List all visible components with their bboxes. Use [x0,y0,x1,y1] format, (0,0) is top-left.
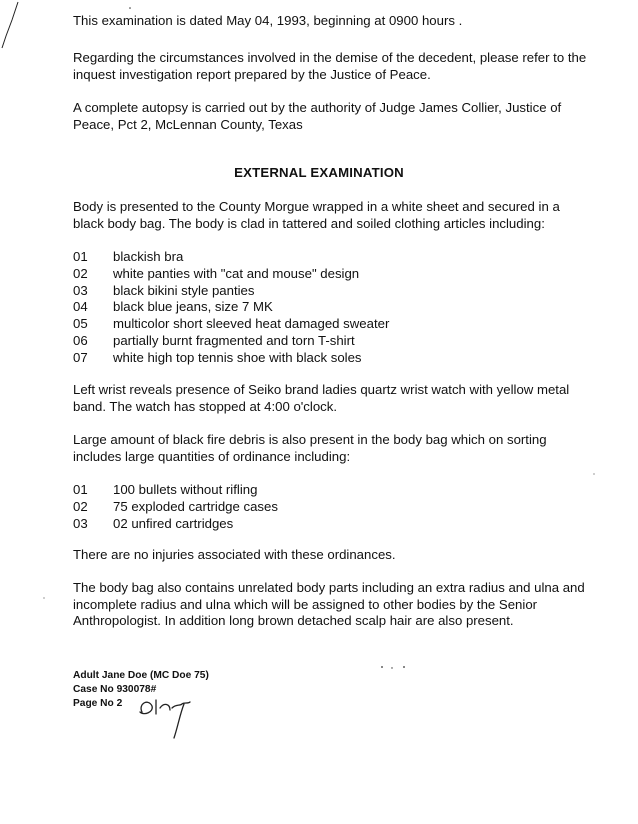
list-item-number: 01 [73,482,88,497]
no-injuries-paragraph: There are no injuries associated with these ordinances. [73,547,396,562]
list-item [73,249,389,266]
list-item-text: white high top tennis shoe with black soles [113,349,362,365]
list-item [73,299,389,316]
footer-case-name: Adult Jane Doe (MC Doe 75) [73,670,209,681]
list-item [73,482,278,499]
list-item [73,499,278,516]
footer-page-number: Page No 2 [73,698,123,709]
exam-date-paragraph: This examination is dated May 04, 1993, beginning at 0900 hours . [73,13,463,28]
list-item-number: 04 [73,299,88,315]
list-item-text: 02 unfired cartridges [113,515,234,531]
list-item [73,283,389,300]
list-item-number: 02 [73,498,88,514]
unrelated-parts-paragraph: The body bag also contains unrelated body parts including an extra radius and ulna and incomplete radius and ulna which will be assigned to other bodies by the Senior Anthropologist. In addition long brown detached scalp hair are also present. [73,580,585,628]
list-item [73,350,389,367]
list-item-number: 01 [73,249,88,264]
list-item-text: partially burnt fragmented and torn T-shirt [113,332,355,348]
list-item-number: 05 [73,316,88,332]
list-item-number: 06 [73,332,88,348]
list-item-text: white panties with "cat and mouse" design [113,265,360,281]
body-presentation-paragraph: Body is presented to the County Morgue wrapped in a white sheet and secured in a black body bag. The body is clad in tattered and soiled clothing articles including: [73,199,560,231]
section-heading: EXTERNAL EXAMINATION [234,165,404,180]
list-item-number: 03 [73,282,88,298]
authority-paragraph: A complete autopsy is carried out by the authority of Judge James Collier, Justice of Peace, Pct 2, McLennan County, Texas [73,100,562,132]
list-item-text: blackish bra [113,249,184,264]
list-item-text: 75 exploded cartridge cases [113,498,278,514]
list-item [73,516,278,533]
margin-scan-mark [0,0,20,50]
list-item [73,266,389,283]
list-item-text: 100 bullets without rifling [113,482,258,497]
list-item-text: black bikini style panties [113,282,255,298]
fire-debris-paragraph: Large amount of black fire debris is also present in the body bag which on sorting includes large quantities of ordinance including: [73,432,547,464]
wrist-watch-paragraph: Left wrist reveals presence of Seiko brand ladies quartz wrist watch with yellow metal band. The watch has stopped at 4:00 o'clock. [73,382,570,414]
list-item-text: multicolor short sleeved heat damaged sweater [113,316,390,332]
circumstances-paragraph: Regarding the circumstances involved in the demise of the decedent, please refer to the inquest investigation report prepared by the Justice of Peace. [73,50,587,82]
list-item [73,316,389,333]
footer-case-number: Case No 930078# [73,684,157,695]
clothing-list [73,249,389,367]
list-item-number: 03 [73,515,88,531]
ordinance-list [73,482,278,532]
list-item-text: black blue jeans, size 7 MK [113,299,273,315]
list-item-number: 02 [73,265,88,281]
list-item-number: 07 [73,349,88,365]
list-item [73,333,389,350]
handwritten-signature [126,690,196,742]
